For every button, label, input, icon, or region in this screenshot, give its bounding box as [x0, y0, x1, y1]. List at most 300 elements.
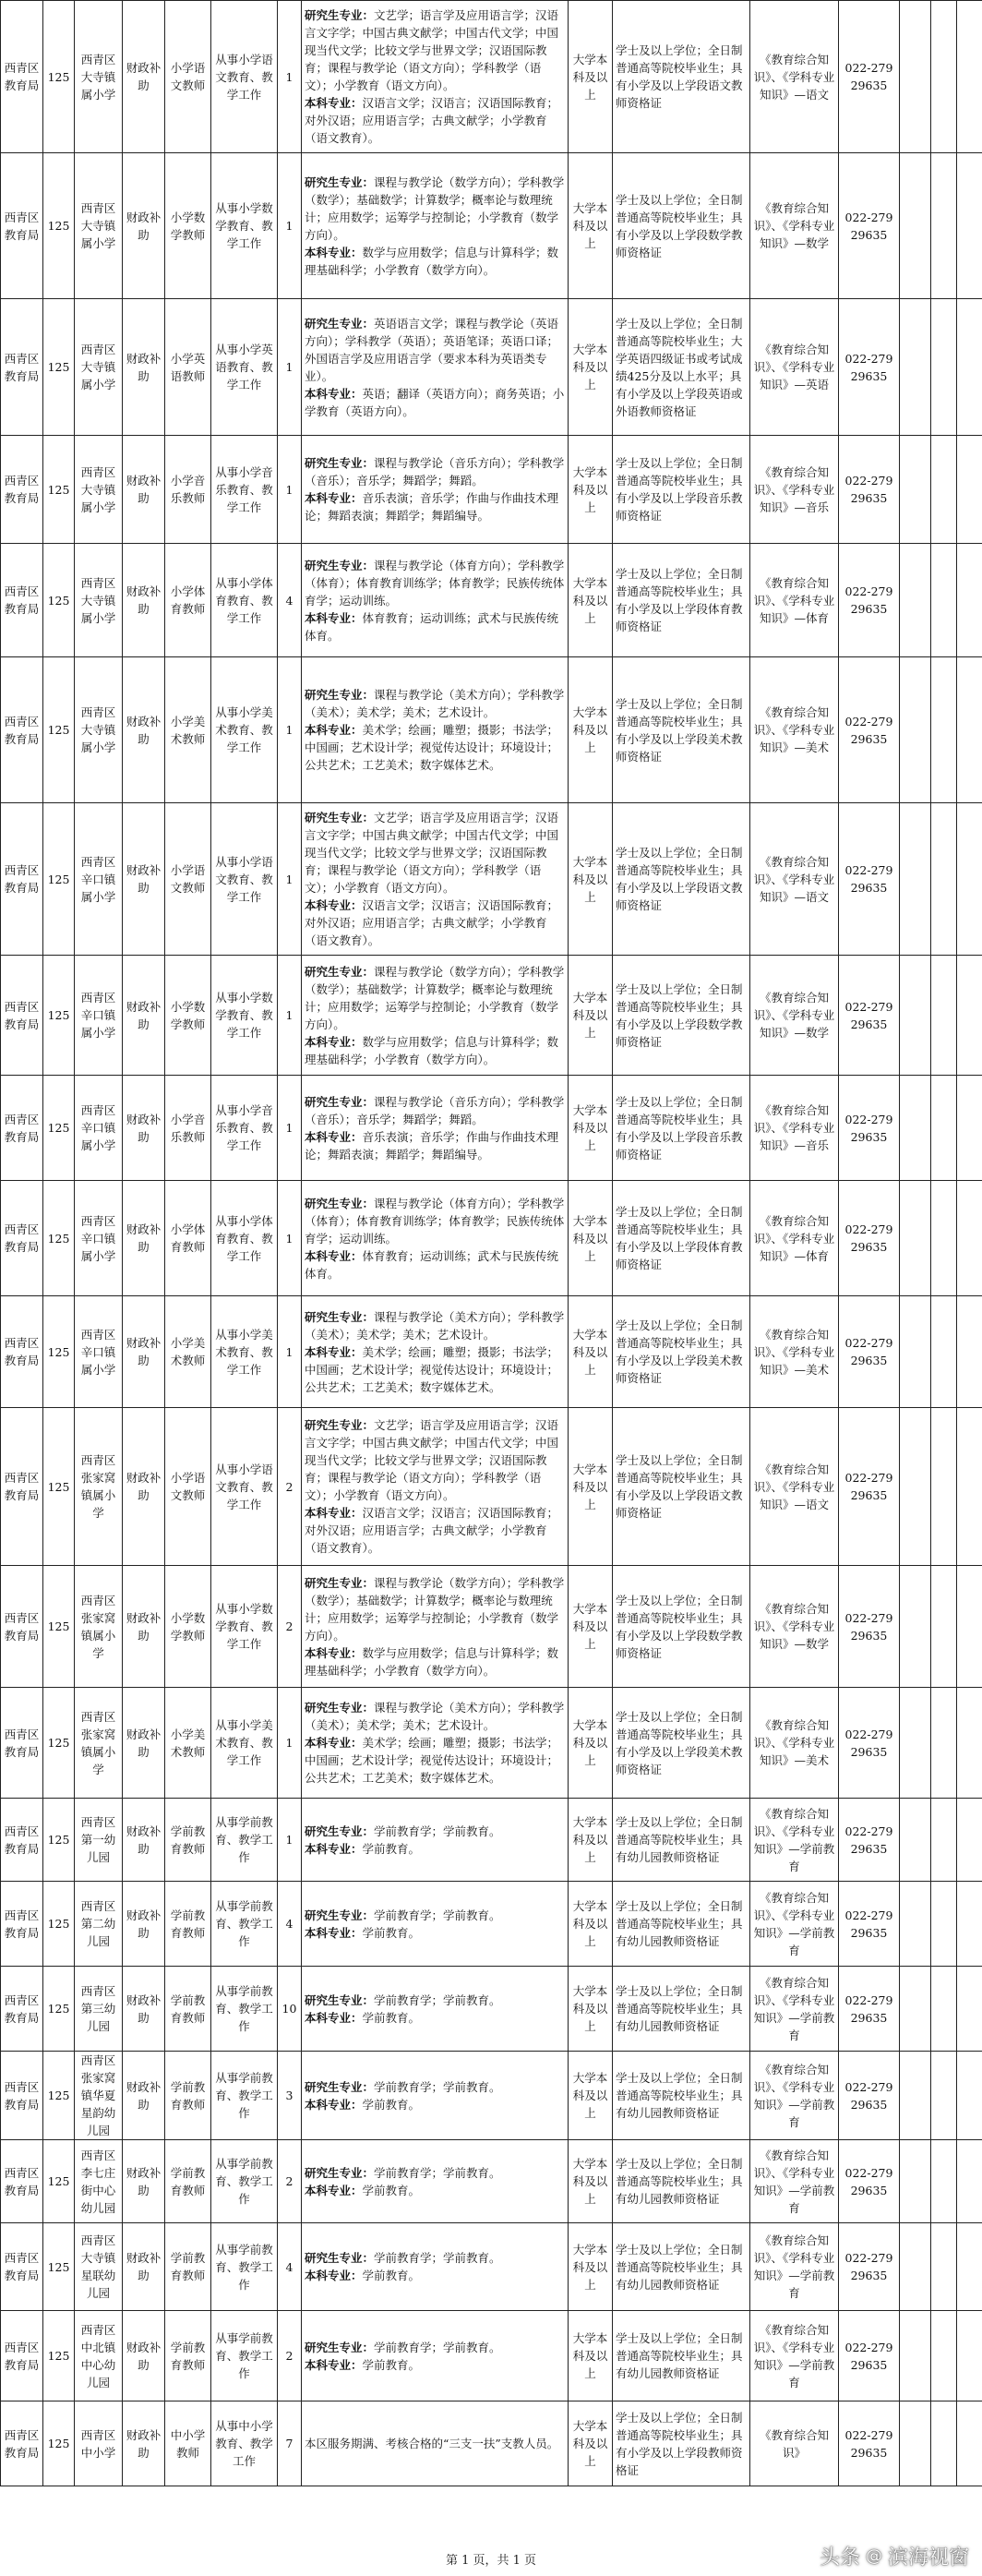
headcount-cell: 1 — [278, 657, 302, 803]
code-cell: 125 — [43, 2401, 75, 2486]
unit-cell: 西青区大寺镇属小学 — [75, 657, 123, 803]
unit-cell: 西青区大寺镇星联幼儿园 — [75, 2223, 123, 2311]
majors-cell — [302, 1296, 569, 1408]
education-cell: 大学本科及以上 — [569, 299, 613, 436]
major-list-text: 课程与教学论（数学方向）；学科教学（数学）；基础数学；计算数学；概率论与数理统计；应用数学；运筹学与控制论；小学教育（数学方向）。 — [305, 964, 565, 1031]
code-cell: 125 — [43, 1076, 75, 1181]
county-cell: 西青区教育局 — [1, 1967, 43, 2052]
major-list-text: 学前教育学；学前教育。 — [374, 2340, 501, 2354]
code-cell: 125 — [43, 1566, 75, 1688]
major-list-text: 学前教育学；学前教育。 — [374, 1992, 501, 2007]
code-cell: 125 — [43, 2223, 75, 2311]
funding-cell: 财政补助 — [123, 1076, 165, 1181]
code-cell: 125 — [43, 153, 75, 299]
blank-cell — [957, 1688, 982, 1799]
major-level-label: 研究生专业： — [305, 688, 375, 702]
code-cell: 125 — [43, 2311, 75, 2401]
majors-cell — [302, 299, 569, 436]
headcount-cell: 4 — [278, 1882, 302, 1967]
blank-cell — [957, 2401, 982, 2486]
education-cell: 大学本科及以上 — [569, 657, 613, 803]
major-level-label: 研究生专业： — [305, 1094, 375, 1109]
unit-cell: 西青区大寺镇属小学 — [75, 1, 123, 153]
major-list-text: 数学与应用数学；信息与计算科学；数理基础科学；小学教育（数学方向）。 — [305, 245, 559, 277]
blank-cell — [957, 1799, 982, 1882]
education-cell: 大学本科及以上 — [569, 1076, 613, 1181]
headcount-cell: 1 — [278, 1, 302, 153]
exam-cell: 《教育综合知识》、《学科专业知识》—数学 — [750, 153, 839, 299]
requirements-cell: 学士及以上学位；全日制普通高等院校毕业生；具有小学及以上学段体育教师资格证 — [613, 1181, 750, 1296]
majors-cell — [302, 1566, 569, 1688]
table-row — [1, 803, 982, 956]
unit-cell: 西青区张家窝镇属小学 — [75, 1688, 123, 1799]
exam-cell: 《教育综合知识》、《学科专业知识》—数学 — [750, 956, 839, 1076]
exam-cell: 《教育综合知识》、《学科专业知识》—语文 — [750, 1, 839, 153]
unit-cell: 西青区第三幼儿园 — [75, 1967, 123, 2052]
exam-cell: 《教育综合知识》、《学科专业知识》—美术 — [750, 1688, 839, 1799]
county-cell: 西青区教育局 — [1, 544, 43, 657]
requirements-cell: 学士及以上学位；全日制普通高等院校毕业生；具有小学及以上学段语文教师资格证 — [613, 1408, 750, 1566]
blank-cell — [957, 544, 982, 657]
unit-cell: 西青区李七庄街中心幼儿园 — [75, 2140, 123, 2223]
unit-cell: 西青区辛口镇属小学 — [75, 1296, 123, 1408]
duty-cell: 从事小学数学教育、教学工作 — [211, 1566, 278, 1688]
major-level-label: 研究生专业： — [305, 558, 375, 572]
duty-cell: 从事小学音乐教育、教学工作 — [211, 1076, 278, 1181]
blank-cell — [957, 2311, 982, 2401]
education-cell: 大学本科及以上 — [569, 2140, 613, 2223]
major-level-label: 本科专业： — [305, 2269, 363, 2282]
major-level-label: 本科专业： — [305, 1248, 363, 1263]
major-level-label: 本科专业： — [305, 1129, 363, 1144]
funding-cell: 财政补助 — [123, 1799, 165, 1882]
post-cell: 小学语文教师 — [165, 803, 211, 956]
blank-cell — [931, 299, 957, 436]
unit-cell: 西青区辛口镇属小学 — [75, 1181, 123, 1296]
blank-cell — [957, 436, 982, 544]
duty-cell: 从事小学语文教育、教学工作 — [211, 1, 278, 153]
headcount-cell: 1 — [278, 1181, 302, 1296]
blank-cell — [957, 1882, 982, 1967]
major-level-label: 研究生专业： — [305, 1701, 375, 1715]
blank-cell — [900, 1408, 931, 1566]
unit-cell: 西青区辛口镇属小学 — [75, 956, 123, 1076]
post-cell: 学前教育教师 — [165, 1799, 211, 1882]
duty-cell: 从事学前教育、教学工作 — [211, 2223, 278, 2311]
headcount-cell: 1 — [278, 803, 302, 956]
table-row — [1, 1688, 982, 1799]
education-cell: 大学本科及以上 — [569, 2311, 613, 2401]
blank-cell — [931, 2140, 957, 2223]
blank-cell — [957, 1076, 982, 1181]
blank-cell — [900, 1566, 931, 1688]
education-cell: 大学本科及以上 — [569, 1408, 613, 1566]
major-list-text: 学前教育学；学前教育。 — [374, 2251, 501, 2265]
major-list-text: 汉语言文学；汉语言；汉语国际教育；对外汉语；应用语言学；古典文献学；小学教育（语文教育）。 — [305, 96, 559, 145]
exam-cell: 《教育综合知识》 — [750, 2401, 839, 2486]
duty-cell: 从事小学数学教育、教学工作 — [211, 153, 278, 299]
funding-cell: 财政补助 — [123, 657, 165, 803]
watermark-author: 滨海视窗 — [887, 2546, 969, 2570]
majors-cell — [302, 1408, 569, 1566]
headcount-cell: 2 — [278, 1566, 302, 1688]
code-cell: 125 — [43, 1296, 75, 1408]
requirements-cell: 学士及以上学位；全日制普通高等院校毕业生；具有幼儿园教师资格证 — [613, 1967, 750, 2052]
exam-cell: 《教育综合知识》、《学科专业知识》—音乐 — [750, 1076, 839, 1181]
unit-cell: 西青区大寺镇属小学 — [75, 299, 123, 436]
post-cell: 小学数学教师 — [165, 1566, 211, 1688]
requirements-cell: 学士及以上学位；全日制普通高等院校毕业生；具有小学及以上学段音乐教师资格证 — [613, 1076, 750, 1181]
blank-cell — [900, 1181, 931, 1296]
exam-cell: 《教育综合知识》、《学科专业知识》—英语 — [750, 299, 839, 436]
funding-cell: 财政补助 — [123, 956, 165, 1076]
table-row — [1, 153, 982, 299]
major-list-text: 英语语言文学；课程与教学论（英语方向）；学科教学（英语）；英语笔译；英语口译；外国语言学及应用语言学（要求本科为英语类专业）。 — [305, 316, 559, 383]
major-list-text: 学前教育。 — [362, 2010, 421, 2025]
post-cell: 小学体育教师 — [165, 1181, 211, 1296]
headcount-cell: 2 — [278, 2311, 302, 2401]
majors-cell — [302, 1, 569, 153]
blank-cell — [957, 1566, 982, 1688]
county-cell: 西青区教育局 — [1, 436, 43, 544]
education-cell: 大学本科及以上 — [569, 2052, 613, 2140]
phone-cell: 022-27929635 — [839, 1688, 900, 1799]
unit-cell: 西青区张家窝镇华夏星韵幼儿园 — [75, 2052, 123, 2140]
code-cell: 125 — [43, 1408, 75, 1566]
headcount-cell: 2 — [278, 2140, 302, 2223]
duty-cell: 从事小学语文教育、教学工作 — [211, 1408, 278, 1566]
county-cell: 西青区教育局 — [1, 1296, 43, 1408]
phone-cell: 022-27929635 — [839, 657, 900, 803]
funding-cell: 财政补助 — [123, 2311, 165, 2401]
education-cell: 大学本科及以上 — [569, 153, 613, 299]
education-cell: 大学本科及以上 — [569, 544, 613, 657]
major-level-label: 研究生专业： — [305, 964, 375, 979]
blank-cell — [931, 956, 957, 1076]
phone-cell: 022-27929635 — [839, 1882, 900, 1967]
education-cell: 大学本科及以上 — [569, 1, 613, 153]
code-cell: 125 — [43, 1799, 75, 1882]
blank-cell — [931, 2223, 957, 2311]
duty-cell: 从事小学数学教育、教学工作 — [211, 956, 278, 1076]
post-cell: 小学美术教师 — [165, 1688, 211, 1799]
major-list-text: 文艺学；语言学及应用语言学；汉语言文字学；中国古典文献学；中国古代文学；中国现当代文学；比较文学与世界文学；汉语国际教育；课程与教学论（语文方向）；学科教学（语文）；小学教育（语文方向）。 — [305, 1418, 559, 1502]
major-level-label: 本科专业： — [305, 96, 363, 110]
major-level-label: 本科专业： — [305, 245, 363, 259]
blank-cell — [900, 2052, 931, 2140]
post-cell: 小学音乐教师 — [165, 1076, 211, 1181]
major-list-text: 汉语言文学；汉语言；汉语国际教育；对外汉语；应用语言学；古典文献学；小学教育（语文教育）。 — [305, 1506, 559, 1555]
blank-cell — [957, 1296, 982, 1408]
post-cell: 小学英语教师 — [165, 299, 211, 436]
blank-cell — [900, 436, 931, 544]
phone-cell: 022-27929635 — [839, 1967, 900, 2052]
requirements-cell: 学士及以上学位；全日制普通高等院校毕业生；具有小学及以上学段数学教师资格证 — [613, 1566, 750, 1688]
majors-cell — [302, 1799, 569, 1882]
duty-cell: 从事学前教育、教学工作 — [211, 2052, 278, 2140]
major-level-label: 研究生专业： — [305, 456, 375, 470]
blank-cell — [931, 2311, 957, 2401]
major-level-label: 本科专业： — [305, 723, 363, 737]
post-cell: 小学音乐教师 — [165, 436, 211, 544]
duty-cell: 从事学前教育、教学工作 — [211, 1882, 278, 1967]
funding-cell: 财政补助 — [123, 1566, 165, 1688]
post-cell: 中小学教师 — [165, 2401, 211, 2486]
blank-cell — [931, 1799, 957, 1882]
funding-cell: 财政补助 — [123, 2140, 165, 2223]
funding-cell: 财政补助 — [123, 299, 165, 436]
exam-cell: 《教育综合知识》、《学科专业知识》—音乐 — [750, 436, 839, 544]
major-level-label: 研究生专业： — [305, 1309, 375, 1324]
county-cell: 西青区教育局 — [1, 299, 43, 436]
funding-cell: 财政补助 — [123, 1181, 165, 1296]
education-cell: 大学本科及以上 — [569, 1967, 613, 2052]
education-cell: 大学本科及以上 — [569, 1566, 613, 1688]
post-cell: 小学数学教师 — [165, 153, 211, 299]
blank-cell — [931, 2401, 957, 2486]
education-cell: 大学本科及以上 — [569, 1181, 613, 1296]
duty-cell: 从事小学美术教育、教学工作 — [211, 657, 278, 803]
code-cell: 125 — [43, 657, 75, 803]
blank-cell — [931, 1076, 957, 1181]
code-cell: 125 — [43, 956, 75, 1076]
table-row — [1, 657, 982, 803]
county-cell: 西青区教育局 — [1, 1181, 43, 1296]
headcount-cell: 1 — [278, 956, 302, 1076]
requirements-cell: 学士及以上学位；全日制普通高等院校毕业生；具有小学及以上学段体育教师资格证 — [613, 544, 750, 657]
post-cell: 小学美术教师 — [165, 657, 211, 803]
exam-cell: 《教育综合知识》、《学科专业知识》—体育 — [750, 544, 839, 657]
table-row — [1, 1967, 982, 2052]
blank-cell — [900, 1296, 931, 1408]
phone-cell: 022-27929635 — [839, 1296, 900, 1408]
post-cell: 学前教育教师 — [165, 2140, 211, 2223]
major-list-text: 学前教育。 — [362, 2269, 421, 2282]
blank-cell — [957, 299, 982, 436]
requirements-cell: 学士及以上学位；全日制普通高等院校毕业生；具有小学及以上学段数学教师资格证 — [613, 956, 750, 1076]
majors-cell — [302, 657, 569, 803]
majors-cell — [302, 2223, 569, 2311]
code-cell: 125 — [43, 1967, 75, 2052]
majors-cell — [302, 2052, 569, 2140]
majors-cell — [302, 2401, 569, 2486]
table-row — [1, 2052, 982, 2140]
blank-cell — [900, 1967, 931, 2052]
major-level-label: 研究生专业： — [305, 1196, 375, 1210]
county-cell: 西青区教育局 — [1, 2223, 43, 2311]
county-cell: 西青区教育局 — [1, 1688, 43, 1799]
post-cell: 学前教育教师 — [165, 1882, 211, 1967]
table-row — [1, 1296, 982, 1408]
county-cell: 西青区教育局 — [1, 1, 43, 153]
requirements-cell: 学士及以上学位；全日制普通高等院校毕业生；具有小学及以上学段数学教师资格证 — [613, 153, 750, 299]
exam-cell: 《教育综合知识》、《学科专业知识》—美术 — [750, 1296, 839, 1408]
blank-cell — [931, 1688, 957, 1799]
major-list-text: 学前教育。 — [362, 1925, 421, 1940]
post-cell: 学前教育教师 — [165, 1967, 211, 2052]
education-cell: 大学本科及以上 — [569, 1688, 613, 1799]
major-level-label: 研究生专业： — [305, 2165, 375, 2180]
blank-cell — [931, 657, 957, 803]
majors-cell — [302, 2140, 569, 2223]
major-level-label: 研究生专业： — [305, 811, 375, 825]
code-cell: 125 — [43, 1688, 75, 1799]
majors-cell — [302, 1181, 569, 1296]
major-list-text: 文艺学；语言学及应用语言学；汉语言文字学；中国古典文献学；中国古代文学；中国现当代文学；比较文学与世界文学；汉语国际教育；课程与教学论（语文方向）；学科教学（语文）；小学教育（语文方向）。 — [305, 8, 559, 92]
major-list-text: 学前教育学；学前教育。 — [374, 2165, 501, 2180]
headcount-cell: 1 — [278, 1076, 302, 1181]
major-list-text: 体育教育；运动训练；武术与民族传统体育。 — [305, 610, 559, 643]
duty-cell: 从事小学美术教育、教学工作 — [211, 1296, 278, 1408]
funding-cell: 财政补助 — [123, 2052, 165, 2140]
major-list-text: 美术学；绘画；雕塑；摄影；书法学；中国画；艺术设计学；视觉传达设计；环境设计；公共艺术；工艺美术；数字媒体艺术。 — [305, 1736, 559, 1785]
table-body — [1, 1, 982, 2486]
majors-cell — [302, 803, 569, 956]
requirements-cell: 学士及以上学位；全日制普通高等院校毕业生；具有幼儿园教师资格证 — [613, 1799, 750, 1882]
exam-cell: 《教育综合知识》、《学科专业知识》—学前教育 — [750, 1882, 839, 1967]
headcount-cell: 1 — [278, 1688, 302, 1799]
blank-cell — [900, 1688, 931, 1799]
exam-cell: 《教育综合知识》、《学科专业知识》—语文 — [750, 803, 839, 956]
major-level-label: 本科专业： — [305, 491, 363, 505]
blank-cell — [931, 2052, 957, 2140]
blank-cell — [957, 1181, 982, 1296]
major-list-text: 文艺学；语言学及应用语言学；汉语言文字学；中国古典文献学；中国古代文学；中国现当代文学；比较文学与世界文学；汉语国际教育；课程与教学论（语文方向）；学科教学（语文）；小学教育（语文方向）。 — [305, 811, 559, 895]
table-row — [1, 2140, 982, 2223]
county-cell: 西青区教育局 — [1, 657, 43, 803]
blank-cell — [900, 2311, 931, 2401]
blank-cell — [900, 544, 931, 657]
county-cell: 西青区教育局 — [1, 803, 43, 956]
major-list-text: 课程与教学论（数学方向）；学科教学（数学）；基础数学；计算数学；概率论与数理统计；应用数学；运筹学与控制论；小学教育（数学方向）。 — [305, 1575, 565, 1643]
phone-cell: 022-27929635 — [839, 1799, 900, 1882]
major-list-text: 学前教育。 — [362, 1841, 421, 1856]
post-cell: 小学数学教师 — [165, 956, 211, 1076]
major-list-text: 学前教育。 — [362, 2357, 421, 2372]
county-cell: 西青区教育局 — [1, 1799, 43, 1882]
headcount-cell: 2 — [278, 1408, 302, 1566]
duty-cell: 从事学前教育、教学工作 — [211, 1967, 278, 2052]
major-level-label: 本科专业： — [305, 898, 363, 912]
unit-cell: 西青区张家窝镇属小学 — [75, 1566, 123, 1688]
table-row — [1, 2401, 982, 2486]
major-level-label: 本科专业： — [305, 1645, 363, 1660]
headcount-cell: 7 — [278, 2401, 302, 2486]
major-list-text: 音乐表演；音乐学；作曲与作曲技术理论；舞蹈表演；舞蹈学；舞蹈编导。 — [305, 1129, 559, 1162]
majors-cell — [302, 436, 569, 544]
table-row — [1, 1181, 982, 1296]
blank-cell — [931, 153, 957, 299]
headcount-cell: 10 — [278, 1967, 302, 2052]
major-list-text: 学前教育。 — [362, 2097, 421, 2112]
major-level-label: 研究生专业： — [305, 316, 375, 331]
major-list-text: 课程与教学论（音乐方向）；学科教学（音乐）；音乐学；舞蹈学；舞蹈。 — [305, 456, 565, 488]
code-cell: 125 — [43, 436, 75, 544]
exam-cell: 《教育综合知识》、《学科专业知识》—学前教育 — [750, 1967, 839, 2052]
major-level-label: 本科专业： — [305, 2097, 363, 2112]
blank-cell — [900, 956, 931, 1076]
headcount-cell: 1 — [278, 1799, 302, 1882]
blank-cell — [900, 153, 931, 299]
post-cell: 学前教育教师 — [165, 2052, 211, 2140]
major-level-label: 本科专业： — [305, 1925, 363, 1940]
table-row — [1, 299, 982, 436]
major-level-label: 本科专业： — [305, 1034, 363, 1049]
post-cell: 小学体育教师 — [165, 544, 211, 657]
exam-cell: 《教育综合知识》、《学科专业知识》—学前教育 — [750, 2311, 839, 2401]
education-cell: 大学本科及以上 — [569, 1882, 613, 1967]
duty-cell: 从事学前教育、教学工作 — [211, 2311, 278, 2401]
page-footer: 第 1 页，共 1 页 — [445, 2554, 537, 2568]
major-list-text: 课程与教学论（美术方向）；学科教学（美术）；美术学；美术；艺术设计。 — [305, 688, 565, 719]
major-list-text: 课程与教学论（音乐方向）；学科教学（音乐）；音乐学；舞蹈学；舞蹈。 — [305, 1094, 565, 1126]
phone-cell: 022-27929635 — [839, 2401, 900, 2486]
blank-cell — [957, 2052, 982, 2140]
requirements-cell: 学士及以上学位；全日制普通高等院校毕业生；具有小学及以上学段美术教师资格证 — [613, 1296, 750, 1408]
headcount-cell: 1 — [278, 153, 302, 299]
watermark-separator: @ — [865, 2546, 882, 2566]
exam-cell: 《教育综合知识》、《学科专业知识》—美术 — [750, 657, 839, 803]
duty-cell: 从事中小学教育、教学工作 — [211, 2401, 278, 2486]
major-level-label: 研究生专业： — [305, 2340, 375, 2354]
major-list-text: 课程与教学论（数学方向）；学科教学（数学）；基础数学；计算数学；概率论与数理统计；应用数学；运筹学与控制论；小学教育（数学方向）。 — [305, 175, 565, 242]
post-cell: 小学美术教师 — [165, 1296, 211, 1408]
table-row — [1, 436, 982, 544]
table-row — [1, 956, 982, 1076]
major-level-label: 本科专业： — [305, 2010, 363, 2025]
funding-cell: 财政补助 — [123, 1688, 165, 1799]
blank-cell — [957, 2223, 982, 2311]
exam-cell: 《教育综合知识》、《学科专业知识》—体育 — [750, 1181, 839, 1296]
table-row — [1, 2223, 982, 2311]
education-cell: 大学本科及以上 — [569, 1296, 613, 1408]
blank-cell — [900, 1, 931, 153]
code-cell: 125 — [43, 544, 75, 657]
table-row — [1, 2311, 982, 2401]
requirements-cell: 学士及以上学位；全日制普通高等院校毕业生；具有小学及以上学段语文教师资格证 — [613, 803, 750, 956]
unit-cell: 西青区中北镇中心幼儿园 — [75, 2311, 123, 2401]
phone-cell: 022-27929635 — [839, 2311, 900, 2401]
major-list-text: 课程与教学论（体育方向）；学科教学（体育）；体育教育训练学；体育教学；民族传统体育学；运动训练。 — [305, 558, 565, 608]
major-list-text: 英语；翻译（英语方向）；商务英语；小学教育（英语方向）。 — [305, 386, 565, 418]
major-level-label: 本科专业： — [305, 1506, 363, 1520]
table-row — [1, 1799, 982, 1882]
phone-cell: 022-27929635 — [839, 2140, 900, 2223]
requirements-cell: 学士及以上学位；全日制普通高等院校毕业生；大学英语四级证书或考试成绩425分及以上水平；具有小学及以上学段英语或外语教师资格证 — [613, 299, 750, 436]
education-cell: 大学本科及以上 — [569, 1799, 613, 1882]
county-cell: 西青区教育局 — [1, 2311, 43, 2401]
blank-cell — [957, 1408, 982, 1566]
unit-cell: 西青区辛口镇属小学 — [75, 803, 123, 956]
blank-cell — [900, 1799, 931, 1882]
major-list-text: 美术学；绘画；雕塑；摄影；书法学；中国画；艺术设计学；视觉传达设计；环境设计；公共艺术；工艺美术；数字媒体艺术。 — [305, 1344, 559, 1394]
majors-cell — [302, 1882, 569, 1967]
code-cell: 125 — [43, 1, 75, 153]
major-list-text: 数学与应用数学；信息与计算科学；数理基础科学；小学教育（数学方向）。 — [305, 1645, 559, 1678]
major-level-label: 研究生专业： — [305, 1418, 375, 1432]
phone-cell: 022-27929635 — [839, 1181, 900, 1296]
county-cell: 西青区教育局 — [1, 1408, 43, 1566]
major-list-text: 学前教育。 — [362, 2183, 421, 2197]
unit-cell: 西青区第一幼儿园 — [75, 1799, 123, 1882]
funding-cell: 财政补助 — [123, 1296, 165, 1408]
blank-cell — [931, 1, 957, 153]
major-level-label: 研究生专业： — [305, 1992, 375, 2007]
county-cell: 西青区教育局 — [1, 2401, 43, 2486]
majors-cell — [302, 1076, 569, 1181]
post-cell: 小学语文教师 — [165, 1408, 211, 1566]
post-cell: 小学语文教师 — [165, 1, 211, 153]
